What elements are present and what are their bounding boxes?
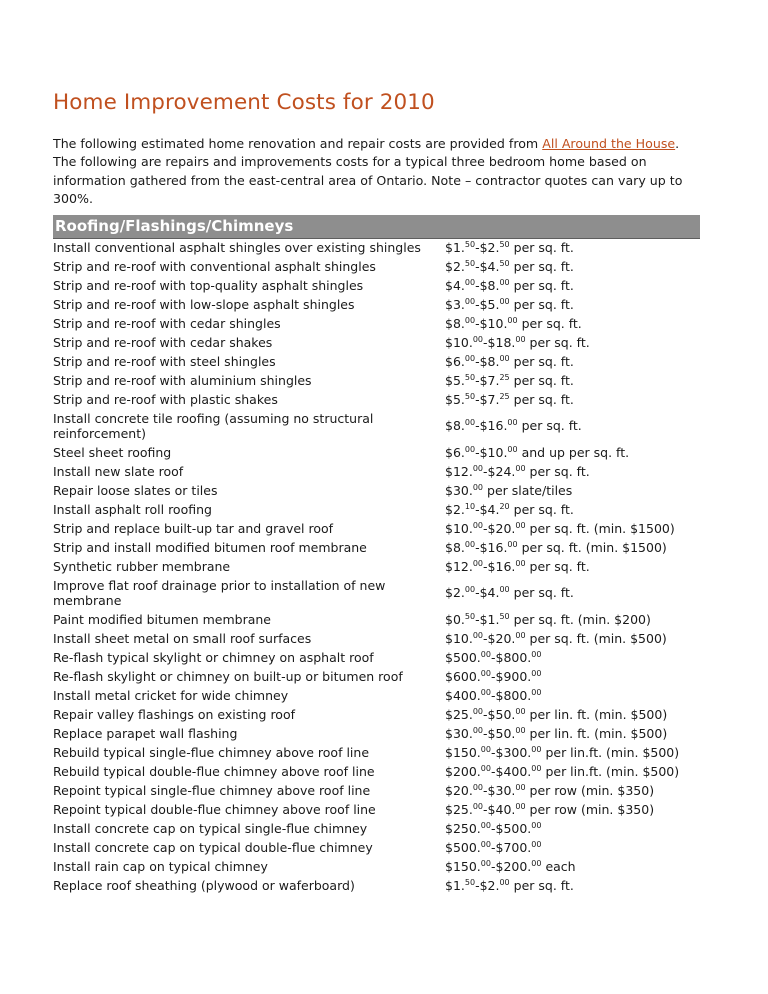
cost-range [445, 821, 541, 836]
cost-range [445, 726, 667, 741]
table-row [53, 629, 700, 648]
repair-item: Rebuild typical double-flue chimney above roof line [53, 764, 375, 779]
cost-cents: 00 [472, 335, 484, 344]
cost-part: -$500. [490, 821, 532, 836]
cost-part: per sq. ft. (min. $200) [509, 612, 651, 627]
cost-part: $250. [445, 821, 481, 836]
cost-part: $8. [445, 316, 465, 331]
cost-cents: 50 [464, 392, 476, 401]
cost-part: $6. [445, 354, 465, 369]
cost-part: per row (min. $350) [525, 802, 655, 817]
cost-part: -$4. [475, 502, 500, 517]
repair-item: Repoint typical single-flue chimney above roof line [53, 783, 371, 798]
cost-part: -$40. [483, 802, 516, 817]
cost-cents: 00 [464, 445, 476, 454]
cost-part: -$700. [490, 840, 532, 855]
cost-part: each [541, 859, 576, 874]
cost-cents: 00 [515, 559, 526, 568]
table-row [53, 443, 700, 462]
cost-cents: 50 [464, 240, 476, 249]
cost-part: -$16. [483, 559, 516, 574]
intro-text-end: . The following are repairs and improvements costs for a typical three bedroom home based on information gathered from the east-central area of Ontario. Note – contractor quotes can vary up to 300%. [53, 136, 683, 206]
cost-cents: 00 [515, 631, 526, 640]
table-row [53, 333, 700, 352]
cost-part: per sq. ft. [509, 278, 574, 293]
repair-item: Strip and re-roof with aluminium shingles [53, 373, 312, 388]
cost-part: $2. [445, 259, 465, 274]
repair-item: Strip and re-roof with low-slope asphalt shingles [53, 297, 355, 312]
table-row [53, 743, 700, 762]
table-row [53, 686, 700, 705]
cost-cents: 00 [480, 859, 491, 868]
section-header [53, 215, 700, 239]
cost-cents: 00 [515, 707, 526, 716]
cost-part: per sq. ft. [509, 259, 574, 274]
table-row [53, 819, 700, 838]
cost-part: -$30. [483, 783, 516, 798]
cost-cents: 00 [464, 297, 476, 306]
cost-cents: 00 [464, 540, 476, 549]
cost-cents: 00 [531, 669, 542, 678]
repair-item: Strip and re-roof with plastic shakes [53, 392, 278, 407]
cost-cents: 00 [499, 585, 510, 595]
cost-part: per sq. ft. [509, 354, 574, 369]
cost-range [445, 688, 541, 703]
cost-cents: 00 [499, 878, 510, 887]
cost-part: $10. [445, 631, 473, 646]
cost-cents: 00 [472, 783, 484, 792]
cost-cents: 00 [464, 354, 476, 363]
cost-cents: 00 [515, 335, 526, 344]
cost-part: $4. [445, 278, 465, 293]
table-row [53, 610, 700, 629]
cost-cents: 00 [472, 483, 484, 492]
cost-cents: 00 [472, 559, 484, 568]
cost-cents: 50 [499, 612, 510, 621]
cost-range [445, 540, 667, 555]
cost-table [53, 238, 700, 895]
cost-range [445, 650, 541, 665]
cost-range [445, 335, 590, 350]
cost-range [445, 464, 590, 479]
cost-part: -$2. [475, 878, 500, 893]
cost-cents: 50 [464, 612, 476, 621]
cost-cents: 00 [480, 745, 491, 754]
cost-cents: 00 [472, 464, 484, 473]
cost-cents: 00 [472, 521, 484, 530]
repair-item: Paint modified bitumen membrane [53, 612, 271, 627]
cost-range [445, 354, 574, 369]
cost-part: per lin. ft. (min. $500) [525, 726, 668, 741]
repair-item: Strip and re-roof with conventional asphalt shingles [53, 259, 376, 274]
cost-part: $10. [445, 521, 473, 536]
repair-item: Strip and install modified bitumen roof membrane [53, 540, 367, 555]
cost-cents: 00 [507, 445, 518, 454]
table-row [53, 409, 700, 443]
cost-part: per sq. ft. [509, 878, 574, 893]
cost-part: per lin. ft. (min. $500) [525, 707, 668, 722]
cost-part: per sq. ft. [509, 297, 574, 312]
cost-part: -$20. [483, 631, 516, 646]
table-row [53, 800, 700, 819]
cost-part: -$300. [490, 745, 532, 760]
cost-part: per sq. ft. [525, 335, 590, 350]
intro-paragraph [53, 135, 693, 208]
cost-part: per row (min. $350) [525, 783, 655, 798]
table-row [53, 857, 700, 876]
cost-cents: 50 [464, 878, 476, 887]
cost-cents: 00 [507, 540, 518, 549]
cost-cents: 00 [499, 297, 510, 306]
repair-item: Install conventional asphalt shingles over existing shingles [53, 240, 421, 255]
cost-cents: 00 [480, 840, 491, 849]
cost-range [445, 802, 654, 817]
cost-cents: 00 [531, 688, 542, 697]
table-row [53, 481, 700, 500]
cost-cents: 25 [499, 373, 510, 382]
cost-cents: 00 [472, 631, 484, 640]
cost-cents: 00 [480, 821, 491, 830]
cost-part: $30. [445, 726, 473, 741]
cost-part: $30. [445, 483, 473, 498]
cost-cents: 00 [531, 650, 542, 659]
cost-cents: 20 [499, 502, 510, 511]
cost-part: $1. [445, 240, 465, 255]
cost-range [445, 559, 590, 574]
cost-part: -$4. [475, 259, 500, 274]
repair-item: Repair loose slates or tiles [53, 483, 218, 498]
cost-part: -$24. [483, 464, 516, 479]
cost-part: -$10. [475, 445, 508, 460]
repair-item: Install asphalt roll roofing [53, 502, 212, 517]
cost-part: $2. [445, 585, 465, 601]
table-row [53, 352, 700, 371]
cost-cents: 00 [515, 726, 526, 735]
table-row [53, 500, 700, 519]
cost-part: $0. [445, 612, 465, 627]
cost-cents: 00 [531, 764, 542, 773]
cost-part: $3. [445, 297, 465, 312]
cost-range [445, 240, 574, 255]
cost-range [445, 764, 679, 779]
section-title: Roofing/Flashings/Chimneys [55, 217, 294, 235]
table-row [53, 276, 700, 295]
cost-part: -$20. [483, 521, 516, 536]
cost-cents: 00 [515, 802, 526, 811]
cost-part: -$7. [475, 373, 500, 388]
cost-part: $200. [445, 764, 481, 779]
table-row [53, 667, 700, 686]
cost-part: $25. [445, 802, 473, 817]
cost-part: per lin.ft. (min. $500) [541, 745, 680, 760]
cost-part: per sq. ft. (min. $1500) [525, 521, 675, 536]
cost-cents: 00 [507, 316, 518, 325]
cost-part: $5. [445, 373, 465, 388]
cost-range [445, 418, 582, 434]
table-row [53, 557, 700, 576]
cost-cents: 50 [499, 259, 510, 268]
cost-part: per sq. ft. [509, 585, 574, 601]
cost-range [445, 521, 675, 536]
source-link[interactable]: All Around the House [542, 136, 676, 151]
cost-part: per sq. ft. [517, 418, 582, 434]
cost-range [445, 707, 667, 722]
cost-range [445, 859, 576, 874]
cost-range [445, 783, 654, 798]
cost-range [445, 585, 574, 601]
cost-range [445, 297, 574, 312]
repair-item: Install sheet metal on small roof surfaces [53, 631, 312, 646]
cost-part: $12. [445, 559, 473, 574]
cost-range [445, 878, 574, 893]
cost-part: $600. [445, 669, 481, 684]
table-row [53, 538, 700, 557]
cost-part: $500. [445, 650, 481, 665]
cost-range [445, 259, 574, 274]
cost-part: per sq. ft. [525, 559, 590, 574]
cost-part: per sq. ft. [509, 240, 574, 255]
cost-part: $150. [445, 859, 481, 874]
cost-part: $500. [445, 840, 481, 855]
repair-item: Install new slate roof [53, 464, 184, 479]
cost-part: $10. [445, 335, 473, 350]
table-row [53, 648, 700, 667]
repair-item: Strip and re-roof with top-quality asphalt shingles [53, 278, 364, 293]
page-title: Home Improvement Costs for 2010 [53, 90, 435, 115]
cost-cents: 00 [499, 354, 510, 363]
table-row [53, 390, 700, 409]
cost-cents: 00 [464, 418, 476, 428]
table-row [53, 257, 700, 276]
table-row [53, 876, 700, 895]
cost-cents: 25 [499, 392, 510, 401]
cost-range [445, 373, 574, 388]
repair-item: Re-flash skylight or chimney on built-up or bitumen roof [53, 669, 403, 684]
repair-item: Repair valley flashings on existing roof [53, 707, 296, 722]
cost-part: $1. [445, 878, 465, 893]
cost-part: $25. [445, 707, 473, 722]
cost-range [445, 745, 679, 760]
cost-cents: 00 [480, 764, 491, 773]
cost-part: -$2. [475, 240, 500, 255]
table-row [53, 314, 700, 333]
cost-cents: 10 [464, 502, 476, 511]
cost-cents: 00 [531, 821, 542, 830]
repair-item: Synthetic rubber membrane [53, 559, 231, 574]
repair-item: Strip and re-roof with cedar shingles [53, 316, 281, 331]
table-row [53, 519, 700, 538]
table-row [53, 576, 700, 610]
table-row [53, 781, 700, 800]
cost-cents: 00 [480, 650, 491, 659]
repair-item: Install concrete tile roofing (assuming no structural reinforcement) [53, 410, 374, 441]
repair-item: Strip and replace built-up tar and gravel roof [53, 521, 334, 536]
cost-part: $12. [445, 464, 473, 479]
cost-range [445, 445, 629, 460]
cost-part: $2. [445, 502, 465, 517]
repair-item: Install rain cap on typical chimney [53, 859, 268, 874]
cost-cents: 00 [531, 745, 542, 754]
cost-cents: 00 [531, 859, 542, 868]
cost-cents: 50 [464, 259, 476, 268]
cost-part: per lin.ft. (min. $500) [541, 764, 680, 779]
cost-range [445, 669, 541, 684]
cost-range [445, 502, 574, 517]
table-row [53, 838, 700, 857]
cost-part: -$200. [490, 859, 532, 874]
cost-cents: 00 [464, 278, 476, 287]
cost-range [445, 483, 572, 498]
cost-cents: 00 [515, 464, 526, 473]
cost-part: per sq. ft. [517, 316, 582, 331]
cost-range [445, 612, 651, 627]
repair-item: Strip and re-roof with steel shingles [53, 354, 276, 369]
repair-item: Strip and re-roof with cedar shakes [53, 335, 273, 350]
cost-part: -$8. [475, 278, 500, 293]
cost-cents: 00 [472, 726, 484, 735]
cost-part: -$50. [483, 707, 516, 722]
cost-part: $20. [445, 783, 473, 798]
cost-part: $150. [445, 745, 481, 760]
cost-part: per slate/tiles [483, 483, 573, 498]
repair-item: Replace parapet wall flashing [53, 726, 238, 741]
cost-cents: 50 [499, 240, 510, 249]
cost-cents: 00 [480, 688, 491, 697]
cost-range [445, 631, 667, 646]
cost-cents: 00 [464, 316, 476, 325]
cost-part: -$1. [475, 612, 500, 627]
table-row [53, 705, 700, 724]
repair-item: Repoint typical double-flue chimney above roof line [53, 802, 376, 817]
table-row [53, 462, 700, 481]
table-row [53, 724, 700, 743]
cost-part: per sq. ft. [509, 373, 574, 388]
cost-part: per sq. ft. [525, 464, 590, 479]
repair-item: Rebuild typical single-flue chimney above roof line [53, 745, 370, 760]
cost-part: -$900. [490, 669, 532, 684]
cost-part: $5. [445, 392, 465, 407]
intro-text-start: The following estimated home renovation and repair costs are provided from [53, 136, 543, 151]
cost-part: -$18. [483, 335, 516, 350]
cost-cents: 00 [499, 278, 510, 287]
cost-cents: 00 [480, 669, 491, 678]
cost-part: -$800. [490, 688, 532, 703]
cost-part: -$50. [483, 726, 516, 741]
cost-part: per sq. ft. [509, 392, 574, 407]
table-row [53, 371, 700, 390]
table-row [53, 238, 700, 257]
repair-item: Improve flat roof drainage prior to installation of new membrane [53, 577, 386, 608]
cost-part: -$400. [490, 764, 532, 779]
cost-part: per sq. ft. (min. $500) [525, 631, 667, 646]
cost-part: per sq. ft. [509, 502, 574, 517]
repair-item: Replace roof sheathing (plywood or waferboard) [53, 878, 355, 893]
cost-cents: 00 [472, 707, 484, 716]
cost-cents: 00 [507, 418, 518, 428]
cost-part: -$5. [475, 297, 500, 312]
cost-part: $8. [445, 540, 465, 555]
repair-item: Re-flash typical skylight or chimney on asphalt roof [53, 650, 374, 665]
repair-item: Install metal cricket for wide chimney [53, 688, 289, 703]
cost-part: $400. [445, 688, 481, 703]
cost-cents: 50 [464, 373, 476, 382]
cost-part: -$800. [490, 650, 532, 665]
cost-part: -$10. [475, 316, 508, 331]
cost-range [445, 278, 574, 293]
cost-cents: 00 [515, 783, 526, 792]
cost-cents: 00 [531, 840, 542, 849]
cost-part: per sq. ft. (min. $1500) [517, 540, 667, 555]
cost-part: -$16. [475, 540, 508, 555]
repair-item: Install concrete cap on typical double-flue chimney [53, 840, 373, 855]
cost-part: -$4. [475, 585, 500, 601]
table-row [53, 295, 700, 314]
cost-cents: 00 [464, 585, 476, 595]
cost-part: -$8. [475, 354, 500, 369]
cost-part: -$16. [475, 418, 508, 434]
cost-part: and up per sq. ft. [517, 445, 630, 460]
cost-cents: 00 [515, 521, 526, 530]
cost-part: $6. [445, 445, 465, 460]
cost-part: -$7. [475, 392, 500, 407]
cost-part: $8. [445, 418, 465, 434]
repair-item: Install concrete cap on typical single-flue chimney [53, 821, 368, 836]
cost-range [445, 316, 582, 331]
cost-cents: 00 [472, 802, 484, 811]
cost-range [445, 392, 574, 407]
repair-item: Steel sheet roofing [53, 445, 172, 460]
table-row [53, 762, 700, 781]
cost-range [445, 840, 541, 855]
